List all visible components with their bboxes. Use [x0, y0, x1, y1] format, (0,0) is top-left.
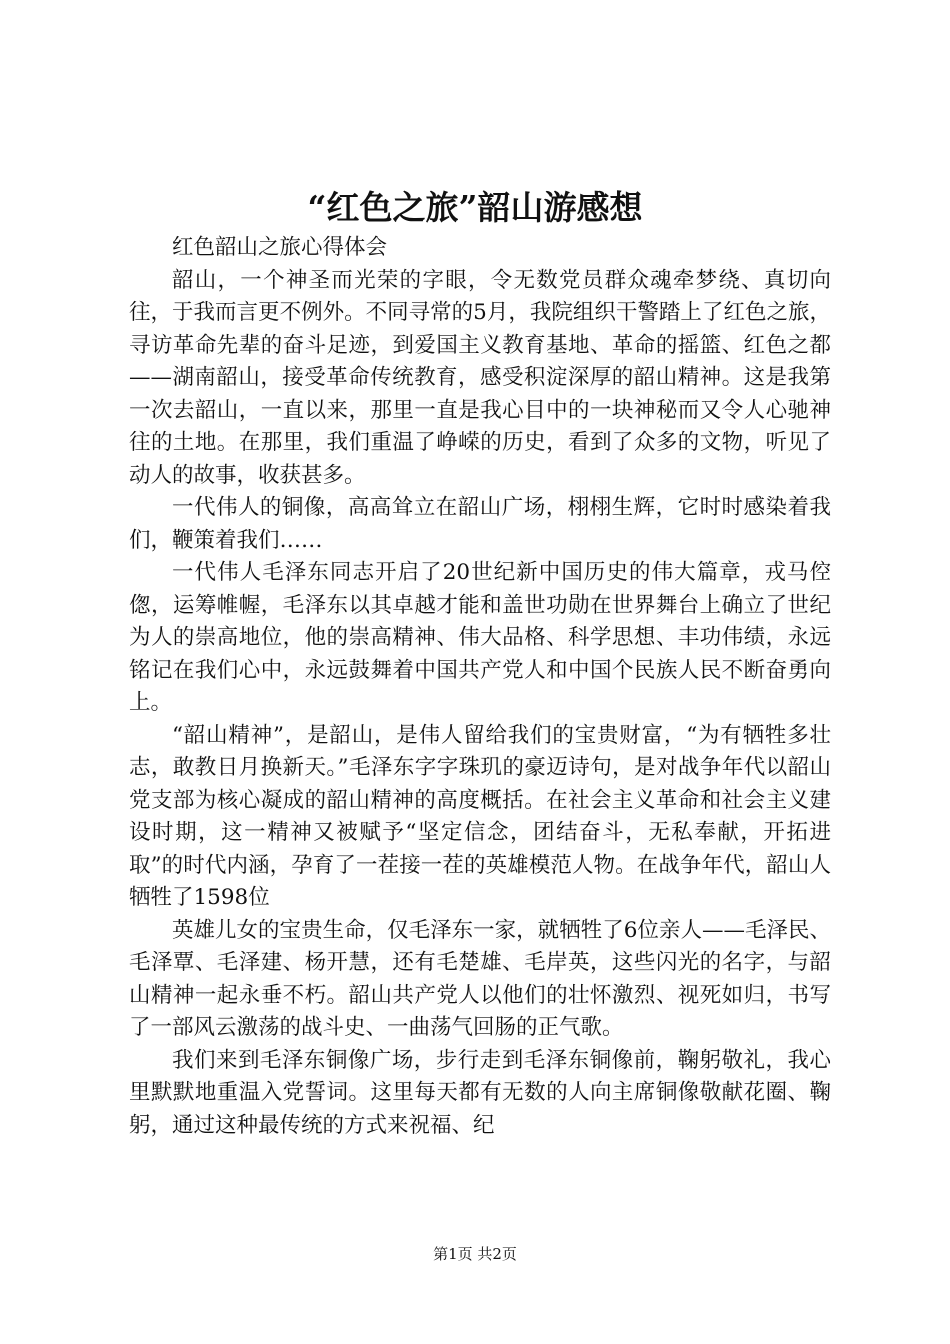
document-body: [129, 232, 831, 1142]
paragraph-subtitle: 红色韶山之旅心得体会: [172, 235, 388, 260]
paragraph: “韶山精神”，是韶山，是伟人留给我们的宝贵财富，“为有牺牲多壮志，敢教日月换新天。”毛泽东字字珠玑的豪迈诗句，是对战争年代以韶山党支部为核心凝成的韶山精神的高度概括。在社会主义革命和社会主义建设时期，这一精神又被赋予“坚定信念，团结奋斗，无私奉献，开拓进取”的时代内涵，孕育了一茬接一茬的英雄模范人物。在战争年代，韶山人牺牲了1598位: [129, 722, 831, 910]
paragraph: 英雄儿女的宝贵生命，仅毛泽东一家，就牺牲了6位亲人——毛泽民、毛泽覃、毛泽建、杨开慧，还有毛楚雄、毛岸英，这些闪光的名字，与韶山精神一起永垂不朽。韶山共产党人以他们的壮怀激烈、视死如归，书写了一部风云激荡的战斗史、一曲荡气回肠的正气歌。: [129, 917, 831, 1040]
paragraph: 我们来到毛泽东铜像广场，步行走到毛泽东铜像前，鞠躬敬礼，我心里默默地重温入党誓词。这里每天都有无数的人向主席铜像敬献花圈、鞠躬，通过这种最传统的方式来祝福、纪: [129, 1047, 831, 1138]
paragraph: 一代伟人毛泽东同志开启了20世纪新中国历史的伟大篇章，戎马倥偬，运筹帷幄，毛泽东以其卓越才能和盖世功勋在世界舞台上确立了世纪为人的崇高地位，他的崇高精神、伟大品格、科学思想、丰功伟绩，永远铭记在我们心中，永远鼓舞着中国共产党人和中国个民族人民不断奋勇向上。: [129, 560, 831, 715]
page-footer: 第1页 共2页: [433, 1245, 517, 1263]
document-title: “红色之旅”韶山游感想: [307, 188, 643, 227]
paragraph: 一代伟人的铜像，高高耸立在韶山广场，栩栩生辉，它时时感染着我们，鞭策着我们……: [129, 495, 831, 553]
paragraph: 韶山，一个神圣而光荣的字眼，令无数党员群众魂牵梦绕、真切向往，于我而言更不例外。不同寻常的5月，我院组织干警踏上了红色之旅，寻访革命先辈的奋斗足迹，到爱国主义教育基地、革命的摇篮、红色之都——湖南韶山，接受革命传统教育，感受积淀深厚的韶山精神。这是我第一次去韶山，一直以来，那里一直是我心目中的一块神秘而又令人心驰神往的土地。在那里，我们重温了峥嵘的历史，看到了众多的文物，听见了动人的故事，收获甚多。: [129, 267, 831, 488]
